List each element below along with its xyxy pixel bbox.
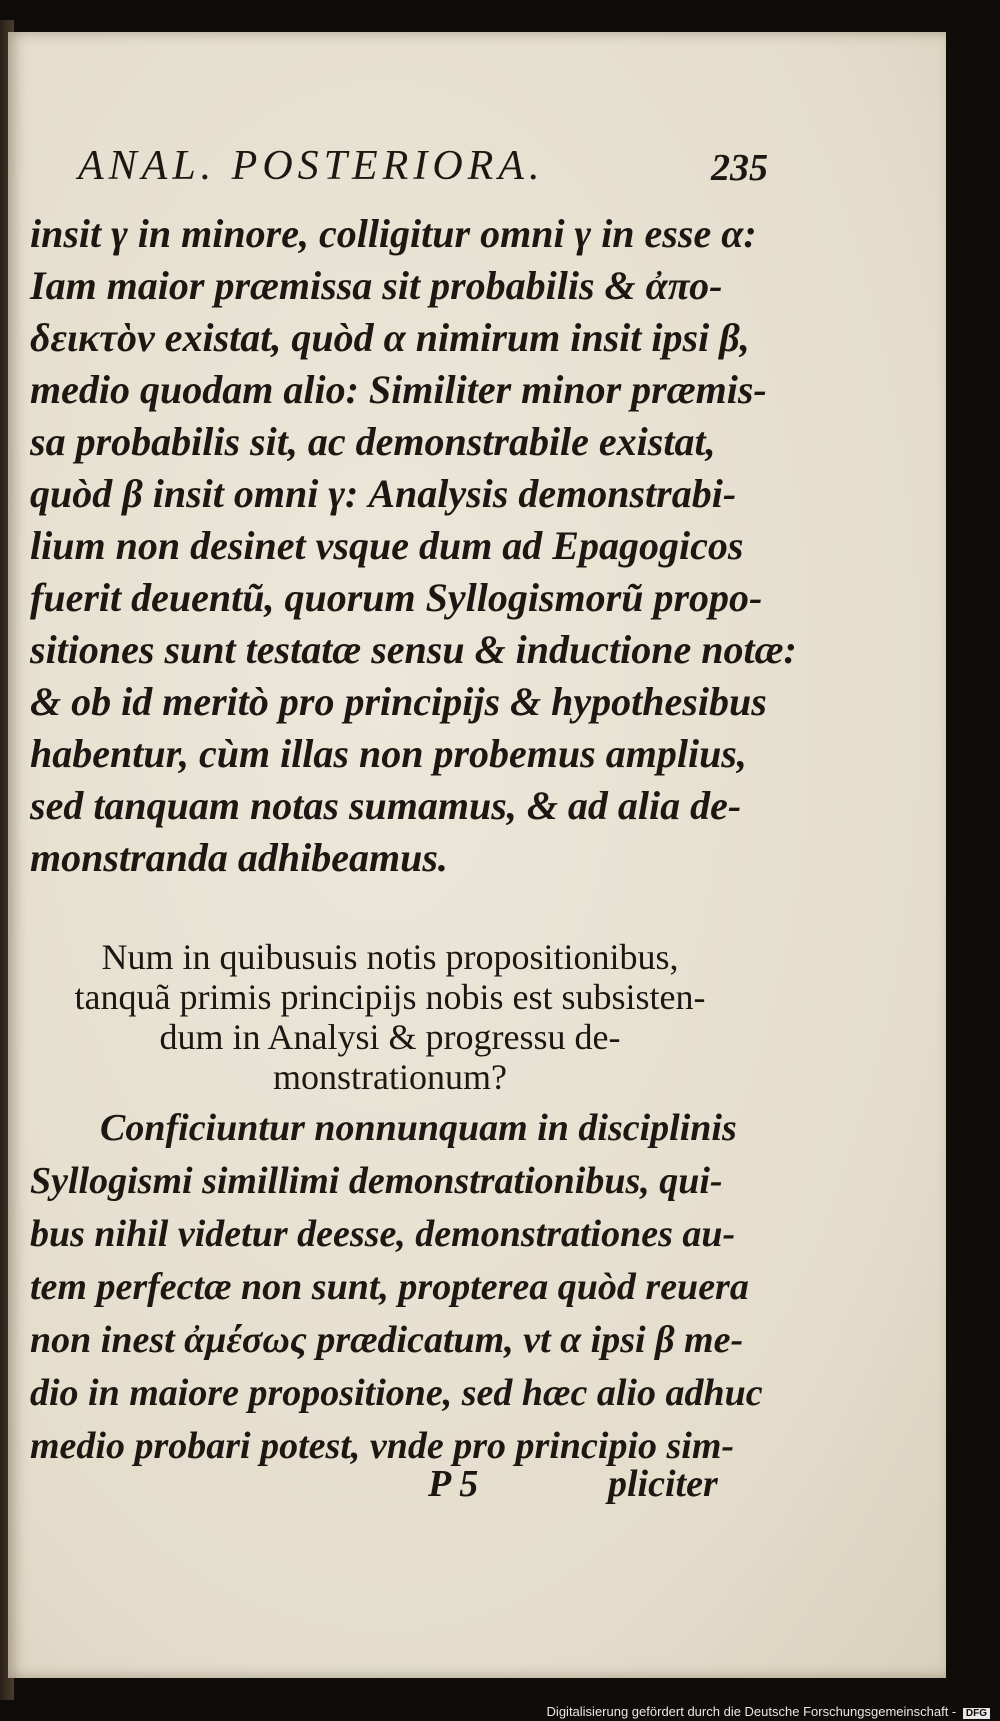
text-line: tem perfectæ non sunt, propterea quòd reuera [30,1266,749,1308]
catchword: pliciter [608,1463,718,1505]
text-line: monstranda adhibeamus. [30,835,448,880]
text-line: medio quodam alio: Similiter minor præmis- [30,367,767,412]
heading-line: tanquã primis principijs nobis est subsisten- [74,977,706,1017]
page-footer [8,1462,758,1512]
text-line: Iam maior præmissa sit probabilis & ἀπο- [30,263,723,308]
page-header [78,142,768,202]
text-line: medio probari potest, vnde pro principio sim- [30,1425,735,1467]
text-line: habentur, cùm illas non probemus amplius, [30,731,747,776]
signature-mark: P 5 [428,1463,479,1505]
running-head: ANAL. POSTERIORA. [78,143,545,189]
heading-line: monstrationum? [273,1057,507,1097]
paragraph-1 [30,208,797,884]
text-line: quòd β insit omni γ: Analysis demonstrabi- [30,471,737,516]
credit-text: Digitalisierung gefördert durch die Deutsche Forschungsgemeinschaft - [546,1704,957,1719]
book-page [8,32,946,1678]
text-line: Conficiuntur nonnunquam in disciplinis [100,1107,737,1149]
dfg-logo: DFG [963,1708,990,1719]
heading-line: Num in quibusuis notis propositionibus, [101,937,679,977]
heading-line: dum in Analysi & progressu de- [159,1017,621,1057]
text-line: non inest ἀμέσως prædicatum, vt α ipsi β me- [30,1319,744,1361]
section-heading [30,937,750,1097]
text-line: insit γ in minore, colligitur omni γ in esse α: [30,211,757,256]
text-line: fuerit deuentũ, quorum Syllogismorũ propo- [30,575,763,620]
page-number: 235 [711,147,768,189]
text-line: lium non desinet vsque dum ad Epagogicos [30,523,744,568]
text-line: & ob id meritò pro principijs & hypothesibus [30,679,767,724]
digitization-credit [547,1704,990,1719]
paragraph-2 [30,1102,763,1473]
text-line: bus nihil videtur deesse, demonstrationes au- [30,1213,736,1255]
text-line: Syllogismi simillimi demonstrationibus, qui- [30,1160,723,1202]
text-line: sed tanquam notas sumamus, & ad alia de- [30,783,742,828]
text-line: sitiones sunt testatæ sensu & inductione notæ: [30,627,797,672]
text-line: dio in maiore propositione, sed hæc alio adhuc [30,1372,763,1414]
text-line: sa probabilis sit, ac demonstrabile existat, [30,419,716,464]
text-line: δεικτὸν existat, quòd α nimirum insit ipsi β, [30,315,750,360]
